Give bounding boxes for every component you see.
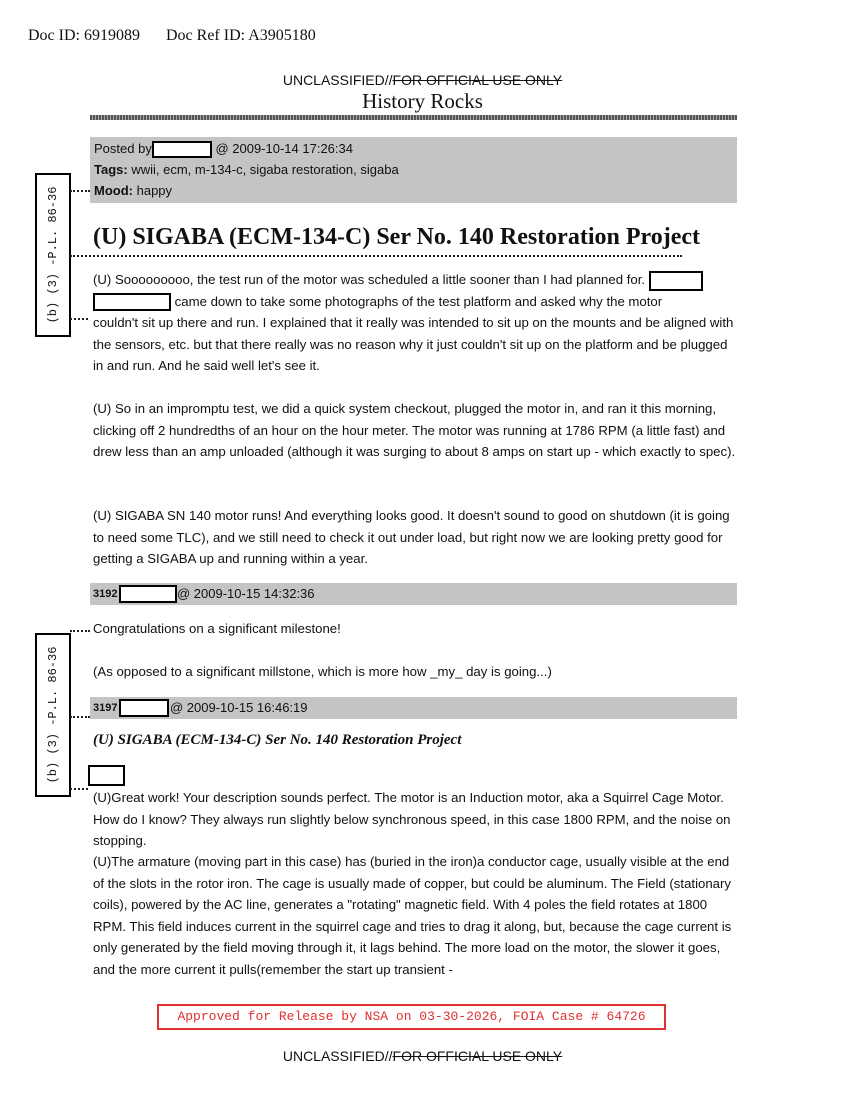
exemption-label: (b) (3) -P.L. 86-36 (46, 646, 60, 784)
classification-struck: FOR OFFICIAL USE ONLY (392, 72, 563, 88)
post-paragraph-3: (U) SIGABA SN 140 motor runs! And everything looks good. It doesn't sound to good on shutdown (it is going to need some TLC), and we still need to check it out under load, but right now we are looking pretty good for getting a SIGABA up and running within a year. (93, 508, 730, 566)
mood-label: Mood: (94, 183, 133, 198)
dotted-connector (70, 255, 682, 257)
redaction-box (88, 765, 125, 786)
post-text: (U) Sooooooooo, the test run of the motor was scheduled a little sooner than I had planned for. (93, 272, 646, 287)
post-meta (90, 137, 737, 203)
redaction-box (119, 699, 169, 717)
posted-by-label: Posted by (94, 141, 152, 156)
exemption-label: (b) (3) -P.L. 86-36 (46, 186, 60, 324)
comment-text: Congratulations on a significant milestone! (93, 621, 341, 636)
classification-top (0, 72, 845, 88)
tags-list[interactable]: wwii, ecm, m-134-c, sigaba restoration, sigaba (131, 162, 399, 177)
dotted-connector (70, 318, 88, 320)
dotted-connector (70, 788, 88, 790)
dotted-connector (70, 630, 90, 632)
comment-user-id: 3197 (93, 702, 118, 714)
exemption-label-box (35, 633, 71, 797)
redaction-box (152, 141, 212, 158)
doc-ref-id: Doc Ref ID: A3905180 (166, 27, 316, 44)
post-paragraph-1 (93, 269, 737, 377)
redaction-box (119, 585, 177, 603)
classification-struck: FOR OFFICIAL USE ONLY (392, 1048, 563, 1064)
redaction-box (649, 271, 703, 291)
comment-text: (U)Great work! Your description sounds perfect. The motor is an Induction motor, aka a Squirrel Cage Motor. How do I know? They always run slightly below synchronous speed, in this case 1800 RPM, and the noise on stopping. (93, 790, 731, 848)
classification-prefix: UNCLASSIFIED// (282, 72, 393, 88)
classification-prefix: UNCLASSIFIED// (282, 1048, 393, 1064)
release-stamp: Approved for Release by NSA on 03-30-2026, FOIA Case # 64726 (157, 1004, 666, 1030)
post-text: came down to take some photographs of the test platform and asked why the motor (174, 293, 663, 309)
comment-header (90, 583, 737, 605)
post-title: (U) SIGABA (ECM-134-C) Ser No. 140 Restoration Project (93, 224, 701, 250)
comment-timestamp: @ 2009-10-15 14:32:36 (177, 586, 315, 601)
title-rule (90, 115, 737, 120)
post-timestamp: @ 2009-10-14 17:26:34 (215, 141, 353, 156)
dotted-connector (70, 716, 90, 718)
dotted-connector (70, 190, 90, 192)
comment-timestamp: @ 2009-10-15 16:46:19 (170, 700, 308, 715)
comment-user-id: 3192 (93, 588, 118, 600)
posted-by-line (94, 141, 353, 158)
exemption-label-box (35, 173, 71, 337)
mood-value: happy (136, 183, 173, 198)
site-title: History Rocks (362, 89, 483, 113)
post-text: couldn't sit up there and run. I explained that it really was intended to sit up on the mounts and be aligned with the sensors, etc. but that there really was no reason why it just couldn't sit up on the platform and be plugged in and run. And he said well let's see it. (93, 315, 734, 374)
tags-label: Tags: (94, 162, 128, 177)
redaction-box (93, 293, 171, 311)
doc-id: Doc ID: 6919089 (28, 27, 140, 44)
comment-title: (U) SIGABA (ECM-134-C) Ser No. 140 Restoration Project (93, 732, 462, 748)
comment-text: (U)The armature (moving part in this case) has (buried in the iron)a conductor cage, usually visible at the end of the slots in the rotor iron. The cage is usually made of copper, but could be aluminum. The Field (stationary coils), powered by the AC line, generates a "rotating" magnetic field. With 4 poles the field rotates at 1800 RPM. This field induces current in the squirrel cage and tries to drag it along, but, because the cage current is only generated by the field moving through it, it lags behind. The more load on the motor, the slower it goes, and the more current it pulls(remember the start up transient - (93, 854, 732, 977)
classification-bottom (0, 1048, 845, 1064)
tags-line (94, 162, 399, 177)
mood-line (94, 183, 172, 198)
post-paragraph-2: (U) So in an impromptu test, we did a quick system checkout, plugged the motor in, and ran it this morning, clicking off 2 hundredths of an hour on the hour meter. The motor was running at 1786 RPM (a little fast) and drew less than an amp unloaded (although it was surging to about 8 amps on start up - which exactly to spec). (93, 401, 736, 459)
comment-text: (As opposed to a significant millstone, which is more how _my_ day is going...) (93, 664, 552, 679)
comment-header (90, 697, 737, 719)
